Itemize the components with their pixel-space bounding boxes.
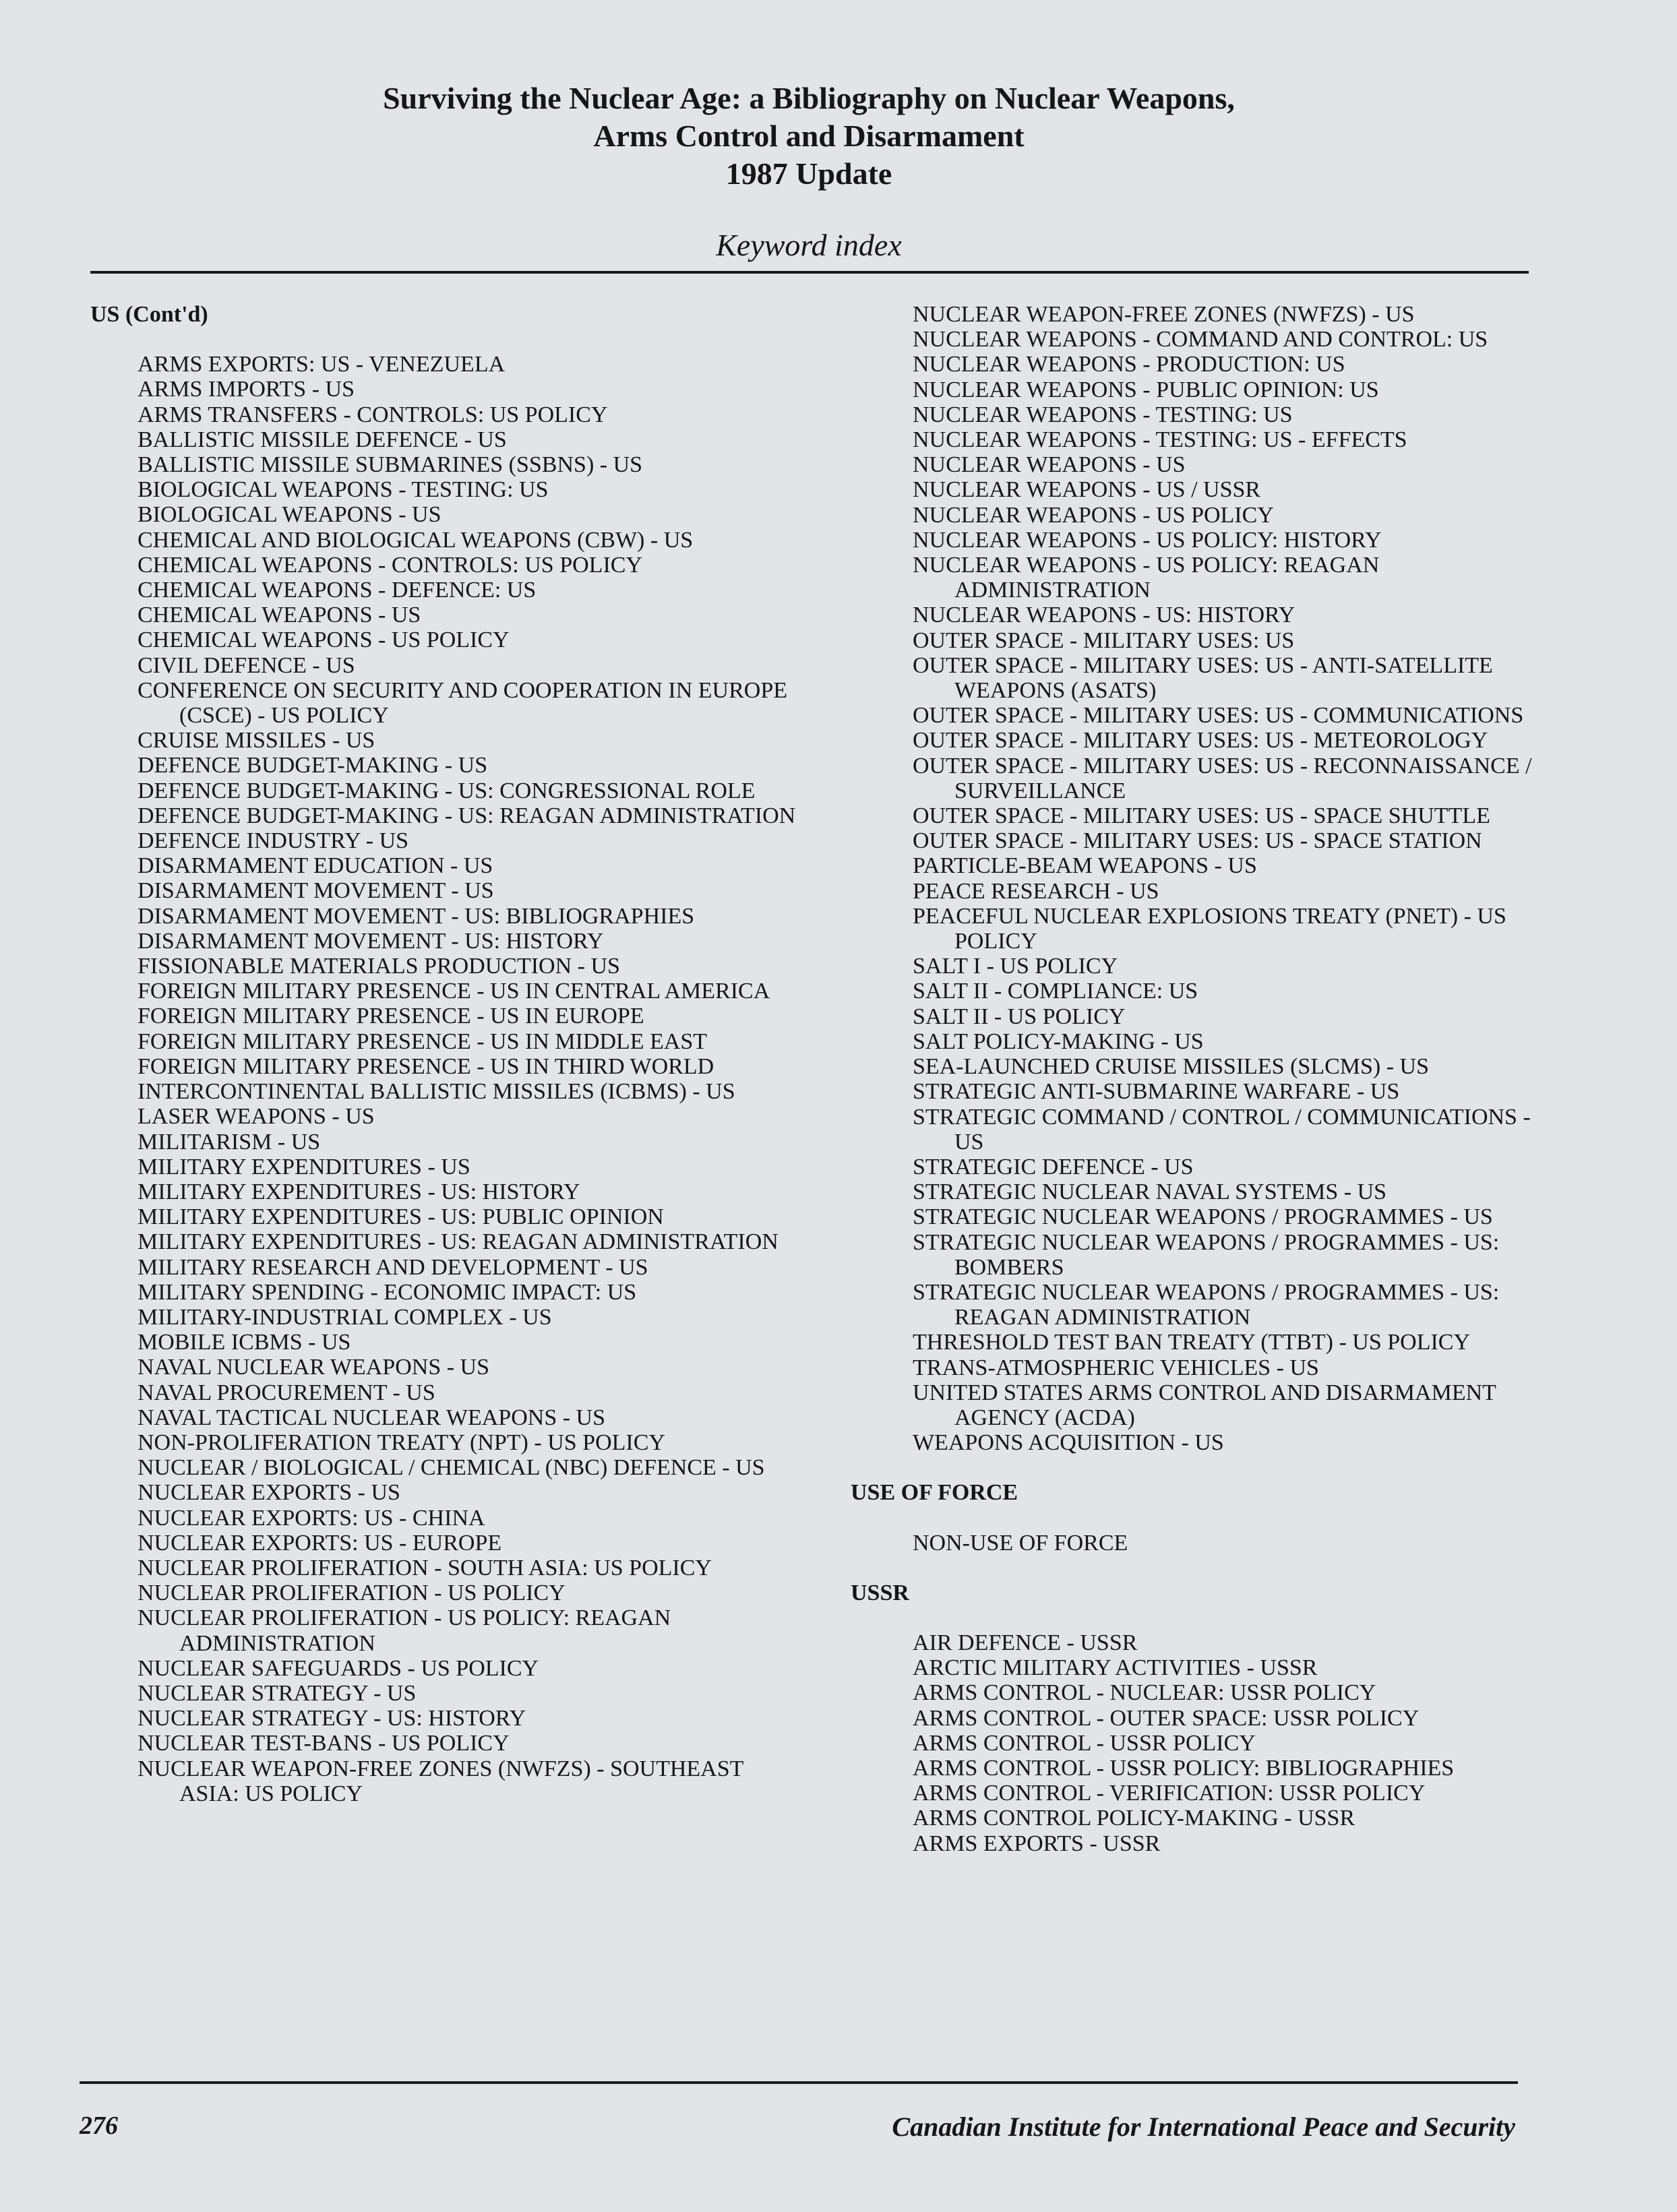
index-entry: BIOLOGICAL WEAPONS - US: [138, 502, 441, 528]
index-entry: NUCLEAR WEAPONS - US: HISTORY: [913, 603, 1295, 628]
index-entry: DISARMAMENT MOVEMENT - US: BIBLIOGRAPHIES: [138, 903, 695, 929]
right-us-entry-list: [851, 302, 1538, 1455]
left-entry-list: [90, 352, 805, 1806]
index-entry: INTERCONTINENTAL BALLISTIC MISSILES (ICBMS) - US: [138, 1079, 735, 1105]
index-entry: OUTER SPACE - MILITARY USES: US - METEOROLOGY: [913, 728, 1488, 754]
publisher-name: Canadian Institute for International Peace and Security: [892, 2112, 1515, 2142]
index-entry: UNITED STATES ARMS CONTROL AND DISARMAMENT AGENCY (ACDA): [913, 1380, 1496, 1430]
index-entry: CHEMICAL WEAPONS - DEFENCE: US: [138, 578, 537, 603]
index-entry: NUCLEAR PROLIFERATION - US POLICY: REAGAN ADMINISTRATION: [138, 1605, 671, 1656]
index-entry: NUCLEAR PROLIFERATION - SOUTH ASIA: US POLICY: [138, 1555, 712, 1580]
index-entry: NAVAL TACTICAL NUCLEAR WEAPONS - US: [138, 1405, 606, 1430]
index-entry: NON-USE OF FORCE: [913, 1530, 1128, 1556]
title-line-3: 1987 Update: [725, 156, 892, 191]
index-entry: CHEMICAL AND BIOLOGICAL WEAPONS (CBW) - US: [138, 527, 694, 553]
index-entry: NAVAL PROCUREMENT - US: [138, 1380, 435, 1405]
left-column: [90, 302, 805, 1806]
index-entry: ARMS CONTROL - USSR POLICY: BIBLIOGRAPHIES: [913, 1755, 1455, 1781]
index-entry: NUCLEAR WEAPONS - US: [913, 452, 1186, 478]
index-entry: MILITARISM - US: [138, 1129, 321, 1155]
index-entry: STRATEGIC COMMAND / CONTROL / COMMUNICATIONS - US: [913, 1104, 1531, 1155]
section-heading-us-contd: US (Cont'd): [90, 302, 208, 327]
index-entry: OUTER SPACE - MILITARY USES: US - SPACE STATION: [913, 828, 1482, 854]
index-entry: CHEMICAL WEAPONS - US: [138, 603, 421, 628]
index-entry: STRATEGIC DEFENCE - US: [913, 1154, 1194, 1179]
index-entry: MOBILE ICBMS - US: [138, 1330, 351, 1355]
index-entry: OUTER SPACE - MILITARY USES: US - SPACE SHUTTLE: [913, 803, 1490, 829]
top-rule: [90, 271, 1529, 274]
index-entry: NON-PROLIFERATION TREATY (NPT) - US POLICY: [138, 1430, 665, 1455]
index-entry: OUTER SPACE - MILITARY USES: US - RECONNAISSANCE / SURVEILLANCE: [913, 753, 1532, 803]
title-line-2: Arms Control and Disarmament: [593, 119, 1025, 153]
index-entry: DISARMAMENT EDUCATION - US: [138, 853, 493, 879]
index-entry: CRUISE MISSILES - US: [138, 728, 375, 754]
index-entry: MILITARY-INDUSTRIAL COMPLEX - US: [138, 1304, 552, 1330]
index-entry: STRATEGIC NUCLEAR NAVAL SYSTEMS - US: [913, 1179, 1387, 1205]
index-entry: PEACE RESEARCH - US: [913, 878, 1159, 904]
index-entry: AIR DEFENCE - USSR: [913, 1630, 1138, 1655]
index-entry: STRATEGIC NUCLEAR WEAPONS / PROGRAMMES - US: BOMBERS: [913, 1229, 1500, 1280]
index-entry: CHEMICAL WEAPONS - CONTROLS: US POLICY: [138, 552, 642, 578]
index-entry: MILITARY EXPENDITURES - US: PUBLIC OPINION: [138, 1204, 664, 1230]
index-entry: DISARMAMENT MOVEMENT - US: [138, 878, 494, 904]
title-line-1: Surviving the Nuclear Age: a Bibliography on Nuclear Weapons,: [383, 81, 1235, 115]
index-entry: SALT II - US POLICY: [913, 1004, 1126, 1029]
index-entry: ARMS CONTROL - OUTER SPACE: USSR POLICY: [913, 1705, 1420, 1731]
use-of-force-entry-list: [851, 1531, 1538, 1556]
index-entry: ARCTIC MILITARY ACTIVITIES - USSR: [913, 1655, 1318, 1681]
index-subtitle: Keyword index: [716, 228, 902, 262]
index-entry: OUTER SPACE - MILITARY USES: US: [913, 627, 1295, 653]
bottom-rule: [80, 2081, 1518, 2084]
index-entry: MILITARY RESEARCH AND DEVELOPMENT - US: [138, 1254, 648, 1280]
index-entry: ARMS EXPORTS - USSR: [913, 1831, 1161, 1856]
index-entry: DEFENCE BUDGET-MAKING - US: REAGAN ADMINISTRATION: [138, 803, 796, 828]
index-entry: BIOLOGICAL WEAPONS - TESTING: US: [138, 477, 549, 503]
index-entry: DEFENCE BUDGET-MAKING - US: [138, 753, 488, 778]
ussr-entry-list: [851, 1630, 1538, 1856]
index-entry: FISSIONABLE MATERIALS PRODUCTION - US: [138, 954, 620, 979]
index-entry: NUCLEAR EXPORTS: US - EUROPE: [138, 1530, 502, 1556]
index-entry: FOREIGN MILITARY PRESENCE - US IN CENTRAL AMERICA: [138, 979, 770, 1004]
index-entry: NUCLEAR EXPORTS - US: [138, 1480, 400, 1506]
index-entry: FOREIGN MILITARY PRESENCE - US IN THIRD WORLD: [138, 1053, 714, 1079]
index-entry: NUCLEAR / BIOLOGICAL / CHEMICAL (NBC) DEFENCE - US: [138, 1455, 765, 1481]
index-entry: OUTER SPACE - MILITARY USES: US - COMMUNICATIONS: [913, 703, 1524, 729]
index-entry: TRANS-ATMOSPHERIC VEHICLES - US: [913, 1355, 1319, 1380]
index-entry: NUCLEAR WEAPONS - US / USSR: [913, 477, 1261, 503]
index-entry: NUCLEAR SAFEGUARDS - US POLICY: [138, 1655, 539, 1681]
index-entry: OUTER SPACE - MILITARY USES: US - ANTI-SATELLITE WEAPONS (ASATS): [913, 652, 1493, 704]
index-entry: NUCLEAR WEAPONS - TESTING: US - EFFECTS: [913, 427, 1407, 453]
index-entry: DEFENCE BUDGET-MAKING - US: CONGRESSIONAL ROLE: [138, 778, 756, 803]
index-entry: DISARMAMENT MOVEMENT - US: HISTORY: [138, 928, 604, 954]
index-entry: NUCLEAR WEAPONS - US POLICY: HISTORY: [913, 527, 1382, 553]
index-entry: NUCLEAR WEAPONS - PRODUCTION: US: [913, 352, 1345, 377]
index-entry: NUCLEAR TEST-BANS - US POLICY: [138, 1731, 510, 1756]
index-entry: CIVIL DEFENCE - US: [138, 652, 355, 678]
index-entry: ARMS CONTROL - NUCLEAR: USSR POLICY: [913, 1680, 1376, 1706]
index-entry: NUCLEAR WEAPONS - US POLICY: REAGAN ADMINISTRATION: [913, 553, 1380, 603]
index-entry: ARMS EXPORTS: US - VENEZUELA: [138, 352, 506, 377]
index-entry: SALT POLICY-MAKING - US: [913, 1028, 1204, 1054]
index-entry: NUCLEAR WEAPON-FREE ZONES (NWFZS) - US: [913, 302, 1415, 327]
index-entry: BALLISTIC MISSILE DEFENCE - US: [138, 427, 507, 452]
index-entry: NUCLEAR WEAPONS - US POLICY: [913, 502, 1274, 528]
index-entry: MILITARY EXPENDITURES - US: REAGAN ADMINISTRATION: [138, 1229, 779, 1255]
index-entry: MILITARY EXPENDITURES - US: HISTORY: [138, 1179, 580, 1204]
index-entry: WEAPONS ACQUISITION - US: [913, 1430, 1224, 1456]
index-entry: STRATEGIC ANTI-SUBMARINE WARFARE - US: [913, 1079, 1400, 1105]
index-entry: PEACEFUL NUCLEAR EXPLOSIONS TREATY (PNET) - US POLICY: [913, 903, 1506, 954]
index-entry: ARMS TRANSFERS - CONTROLS: US POLICY: [138, 402, 608, 427]
index-entry: DEFENCE INDUSTRY - US: [138, 828, 409, 854]
index-entry: NUCLEAR EXPORTS: US - CHINA: [138, 1505, 485, 1531]
index-entry: NUCLEAR WEAPONS - TESTING: US: [913, 402, 1293, 427]
title-block: [0, 80, 1618, 193]
index-entry: SALT II - COMPLIANCE: US: [913, 979, 1198, 1004]
index-entry: THRESHOLD TEST BAN TREATY (TTBT) - US POLICY: [913, 1330, 1471, 1355]
index-entry: FOREIGN MILITARY PRESENCE - US IN MIDDLE EAST: [138, 1028, 708, 1054]
index-entry: ARMS IMPORTS - US: [138, 377, 355, 402]
index-entry: STRATEGIC NUCLEAR WEAPONS / PROGRAMMES - US: REAGAN ADMINISTRATION: [913, 1279, 1500, 1330]
index-entry: MILITARY EXPENDITURES - US: [138, 1154, 470, 1179]
right-column: [851, 302, 1538, 1856]
index-entry: SEA-LAUNCHED CRUISE MISSILES (SLCMS) - US: [913, 1054, 1430, 1080]
index-entry: MILITARY SPENDING - ECONOMIC IMPACT: US: [138, 1279, 637, 1305]
index-entry: NUCLEAR WEAPONS - PUBLIC OPINION: US: [913, 377, 1379, 402]
index-entry: SALT I - US POLICY: [913, 954, 1118, 979]
page-number: 276: [80, 2112, 118, 2140]
section-heading-ussr: USSR: [851, 1580, 909, 1605]
index-entry: PARTICLE-BEAM WEAPONS - US: [913, 853, 1257, 879]
index-entry: NUCLEAR STRATEGY - US: HISTORY: [138, 1706, 526, 1731]
index-entry: NUCLEAR STRATEGY - US: [138, 1680, 417, 1706]
section-heading-use-of-force: USE OF FORCE: [851, 1480, 1018, 1506]
index-entry: ARMS CONTROL POLICY-MAKING - USSR: [913, 1806, 1355, 1831]
index-entry: FOREIGN MILITARY PRESENCE - US IN EUROPE: [138, 1004, 644, 1029]
index-entry: ARMS CONTROL - VERIFICATION: USSR POLICY: [913, 1781, 1426, 1806]
index-entry: CHEMICAL WEAPONS - US POLICY: [138, 627, 510, 653]
index-entry: STRATEGIC NUCLEAR WEAPONS / PROGRAMMES - US: [913, 1204, 1493, 1230]
index-entry: CONFERENCE ON SECURITY AND COOPERATION IN EUROPE (CSCE) - US POLICY: [138, 677, 788, 729]
index-entry: NUCLEAR WEAPON-FREE ZONES (NWFZS) - SOUTHEAST ASIA: US POLICY: [138, 1756, 743, 1806]
index-entry: LASER WEAPONS - US: [138, 1104, 375, 1130]
index-entry: NUCLEAR PROLIFERATION - US POLICY: [138, 1580, 566, 1606]
index-entry: NAVAL NUCLEAR WEAPONS - US: [138, 1355, 490, 1380]
index-entry: NUCLEAR WEAPONS - COMMAND AND CONTROL: US: [913, 327, 1488, 352]
index-entry: BALLISTIC MISSILE SUBMARINES (SSBNS) - US: [138, 452, 643, 478]
index-entry: ARMS CONTROL - USSR POLICY: [913, 1730, 1256, 1756]
